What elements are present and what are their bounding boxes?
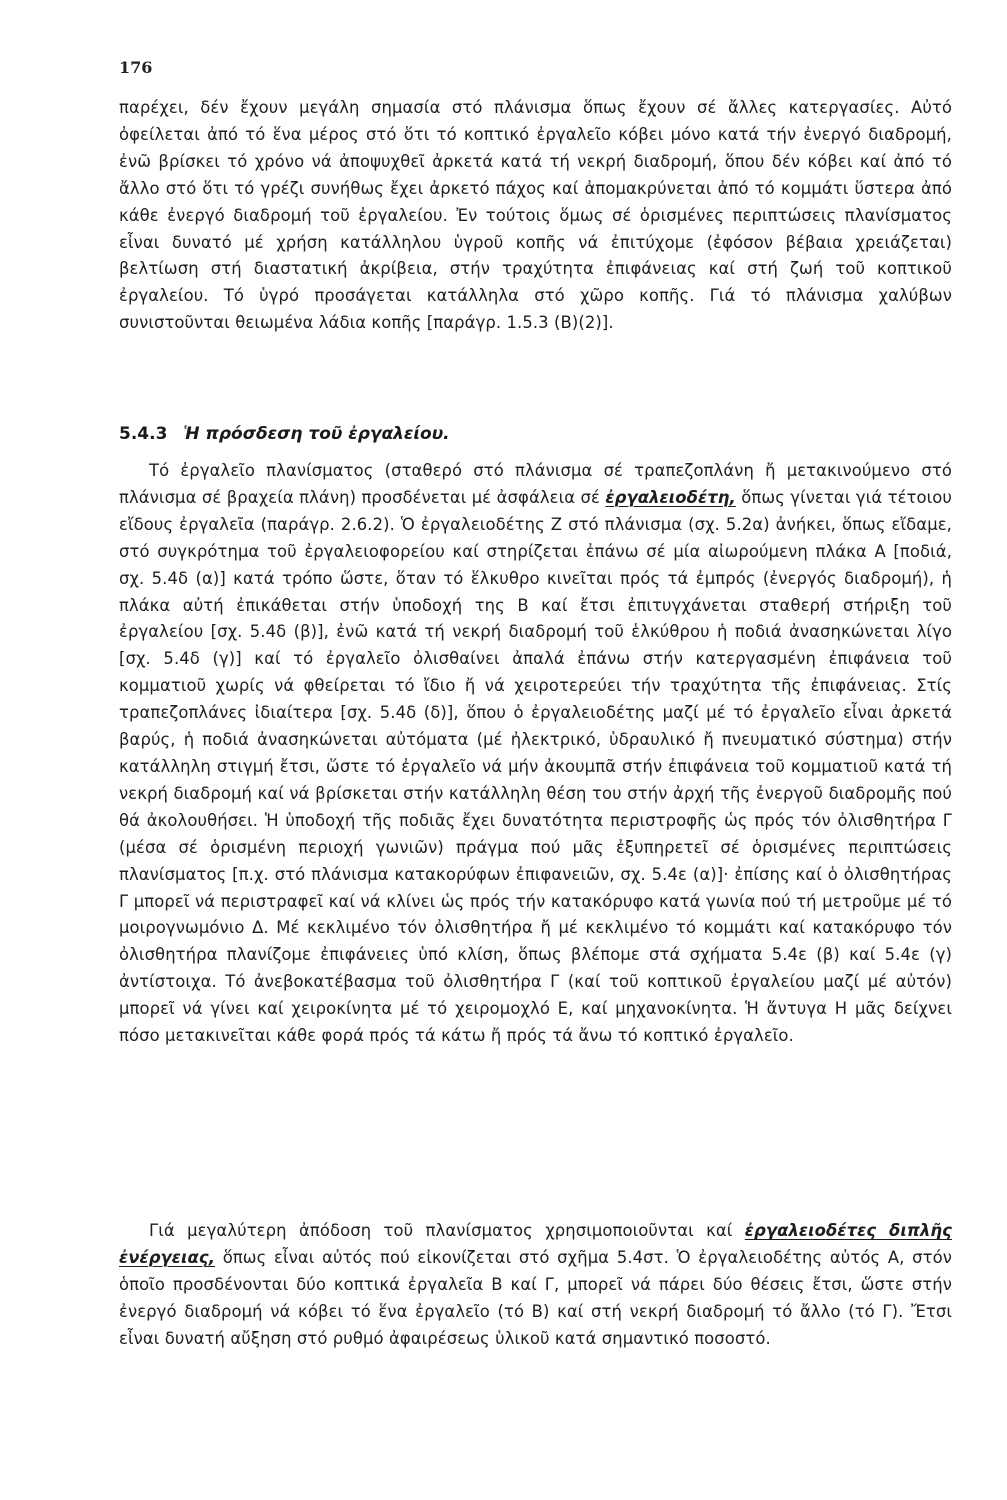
paragraph-text: Τό ἐργαλεῖο πλανίσματος (σταθερό στό πλάνισμα σέ τραπεζοπλάνη ἤ μετακινούμενο στό πλάνισμα σέ βραχεία πλάνη) προσδένεται μέ ἀσφάλεια σέ (119, 461, 952, 507)
key-term: ἐργαλειοδέτη, (605, 487, 736, 507)
paragraph-text: Γιά μεγαλύτερη ἀπόδοση τοῦ πλανίσματος χρησιμοποιοῦνται καί (149, 1221, 745, 1240)
paragraph-double-action-holder (119, 1218, 952, 1353)
paragraph-cutting-fluid: παρέχει, δέν ἔχουν μεγάλη σημασία στό πλάνισμα ὅπως ἔχουν σέ ἄλλες κατεργασίες. Αὐτό ὀφείλεται ἀπό τό ἕνα μέρος στό ὅτι τό κοπτικό ἐργαλεῖο κόβει μόνο κατά τήν ἐνεργό διαδρομή, ἐνῶ βρίσκει τό χρόνο νά ἀποψυχθεῖ ἀρκετά κατά τή νεκρή διαδρομή, ὅπου δέν κόβει καί ἀπό τό ἄλλο στό ὅτι τό γρέζι συνήθως ἔχει ἀρκετό πάχος καί ἀπομακρύνεται ἀπό τό κομμάτι ὕστερα ἀπό κάθε ἐνεργό διαδρομή τοῦ ἐργαλείου. Ἐν τούτοις ὅμως σέ ὁρισμένες περιπτώσεις πλανίσματος εἶναι δυνατό μέ χρήση κατάλληλου ὑγροῦ κοπῆς νά ἐπιτύχομε (ἐφόσον βέβαια χρειάζεται) βελτίωση στή διαστατική ἀκρίβεια, στήν τραχύτητα ἐπιφάνειας καί στή ζωή τοῦ κοπτικοῦ ἐργαλείου. Τό ὑγρό προσάγεται κατάλληλα στό χῶρο κοπῆς. Γιά τό πλάνισμα χαλύβων συνιστοῦνται θειωμένα λάδια κοπῆς [παράγρ. 1.5.3 (Β)(2)]. (119, 98, 952, 333)
section-title: Ἡ πρόσδεση τοῦ ἐργαλείου. (183, 424, 450, 444)
paragraph-tool-holder (119, 458, 952, 1050)
page-number: 176 (119, 58, 153, 77)
section-heading (119, 424, 450, 444)
key-term: ἐργαλειοδέτες διπλῆς ἐνέργειας, (119, 1221, 952, 1267)
paragraph-text: ὅπως γίνεται γιά τέτοιου εἴδους ἐργαλεῖα (παράγρ. 2.6.2). Ὁ ἐργαλειοδέτης Ζ στό πλάνισμα (σχ. 5.2α) ἀνήκει, ὅπως εἴδαμε, στό συγκρότημα τοῦ ἐργαλειοφορείου καί στηρίζεται ἐπάνω σέ μία αἰωρούμενη πλάκα Α [ποδιά, σχ. 5.4δ (α)] κατά τρόπο ὥστε, ὅταν τό ἕλκυθρο κινεῖται πρός τά ἐμπρός (ἐνεργός διαδρομή), ἡ πλάκα αὐτή ἐπικάθεται στήν ὑποδοχή της Β καί ἔτσι ἐπιτυγχάνεται σταθερή στήριξη τοῦ ἐργαλείου [σχ. 5.4δ (β)], ἐνῶ κατά τή νεκρή διαδρομή τοῦ ἑλκύθρου ἡ ποδιά ἀνασηκώνεται λίγο [σχ. 5.4δ (γ)] καί τό ἐργαλεῖο ὀλισθαίνει ἀπαλά ἐπάνω στήν κατεργασμένη ἐπιφάνεια τοῦ κομματιοῦ χωρίς νά φθείρεται τό ἴδιο ἤ νά χειροτερεύει τήν τραχύτητα τῆς ἐπιφάνειας. Στίς τραπεζοπλάνες ἰδιαίτερα [σχ. 5.4δ (δ)], ὅπου ὁ ἐργαλειοδέτης μαζί μέ τό ἐργαλεῖο εἶναι ἀρκετά βαρύς, ἡ ποδιά ἀνασηκώνεται αὐτόματα (μέ ἠλεκτρικό, ὑδραυλικό ἤ πνευματικό σύστημα) στήν κατάλληλη στιγμή ἔτσι, ὥστε τό ἐργαλεῖο νά μήν ἀκουμπᾶ στήν ἐπιφάνεια τοῦ κομματιοῦ κατά τή νεκρή διαδρομή καί νά βρίσκεται στήν κατάλληλη θέση του στήν ἀρχή τῆς ἐνεργοῦ διαδρομῆς πού θά ἀκολουθήσει. Ἡ ὑποδοχή τῆς ποδιᾶς ἔχει δυνατότητα περιστροφῆς ὡς πρός τόν ὀλισθητήρα Γ (μέσα σέ ὁρισμένη περιοχή γωνιῶν) πράγμα πού μᾶς ἐξυπηρετεῖ σέ ὁρισμένες περιπτώσεις πλανίσματος [π.χ. στό πλάνισμα κατακορύφων ἐπιφανειῶν, σχ. 5.4ε (α)]· ἐπίσης καί ὁ ὀλισθητήρας Γ μπορεῖ νά περιστραφεῖ καί νά κλίνει ὡς πρός τήν κατακόρυφο κατά γωνία πού τή μετροῦμε μέ τό μοιρογνωμόνιο Δ. Μέ κεκλιμένο τόν ὀλισθητήρα ἤ μέ κεκλιμένο τό κομμάτι καί κατακόρυφο τόν ὀλισθητήρα πλανίζομε ἐπιφάνειες ὑπό κλίση, ὅπως βλέπομε στά σχήματα 5.4ε (β) καί 5.4ε (γ) ἀντίστοιχα. Τό ἀνεβοκατέβασμα τοῦ ὀλισθητήρα Γ (καί τοῦ κοπτικοῦ ἐργαλείου μαζί μέ αὐτόν) μπορεῖ νά γίνει καί χειροκίνητα μέ τό χειρομοχλό Ε, καί μηχανοκίνητα. Ἡ ἄντυγα Η μᾶς δείχνει πόσο μετακινεῖται κάθε φορά πρός τά κάτω ἤ πρός τά ἄνω τό κοπτικό ἐργαλεῖο. (119, 487, 952, 1046)
paragraph-text: ὅπως εἶναι αὐτός πού εἰκονίζεται στό σχῆμα 5.4στ. Ὁ ἐργαλειοδέτης αὐτός Α, στόν ὁποῖο προσδένονται δύο κοπτικά ἐργαλεῖα Β καί Γ, μπορεῖ νά πάρει δύο θέσεις ἔτσι, ὥστε στήν ἐνεργό διαδρομή νά κόβει τό ἕνα ἐργαλεῖο (τό Β) καί στή νεκρή διαδρομή τό ἄλλο (τό Γ). Ἔτσι εἶναι δυνατή αὔξηση στό ρυθμό ἀφαιρέσεως ὑλικοῦ κατά σημαντικό ποσοστό. (119, 1247, 952, 1348)
section-number: 5.4.3 (119, 424, 168, 444)
